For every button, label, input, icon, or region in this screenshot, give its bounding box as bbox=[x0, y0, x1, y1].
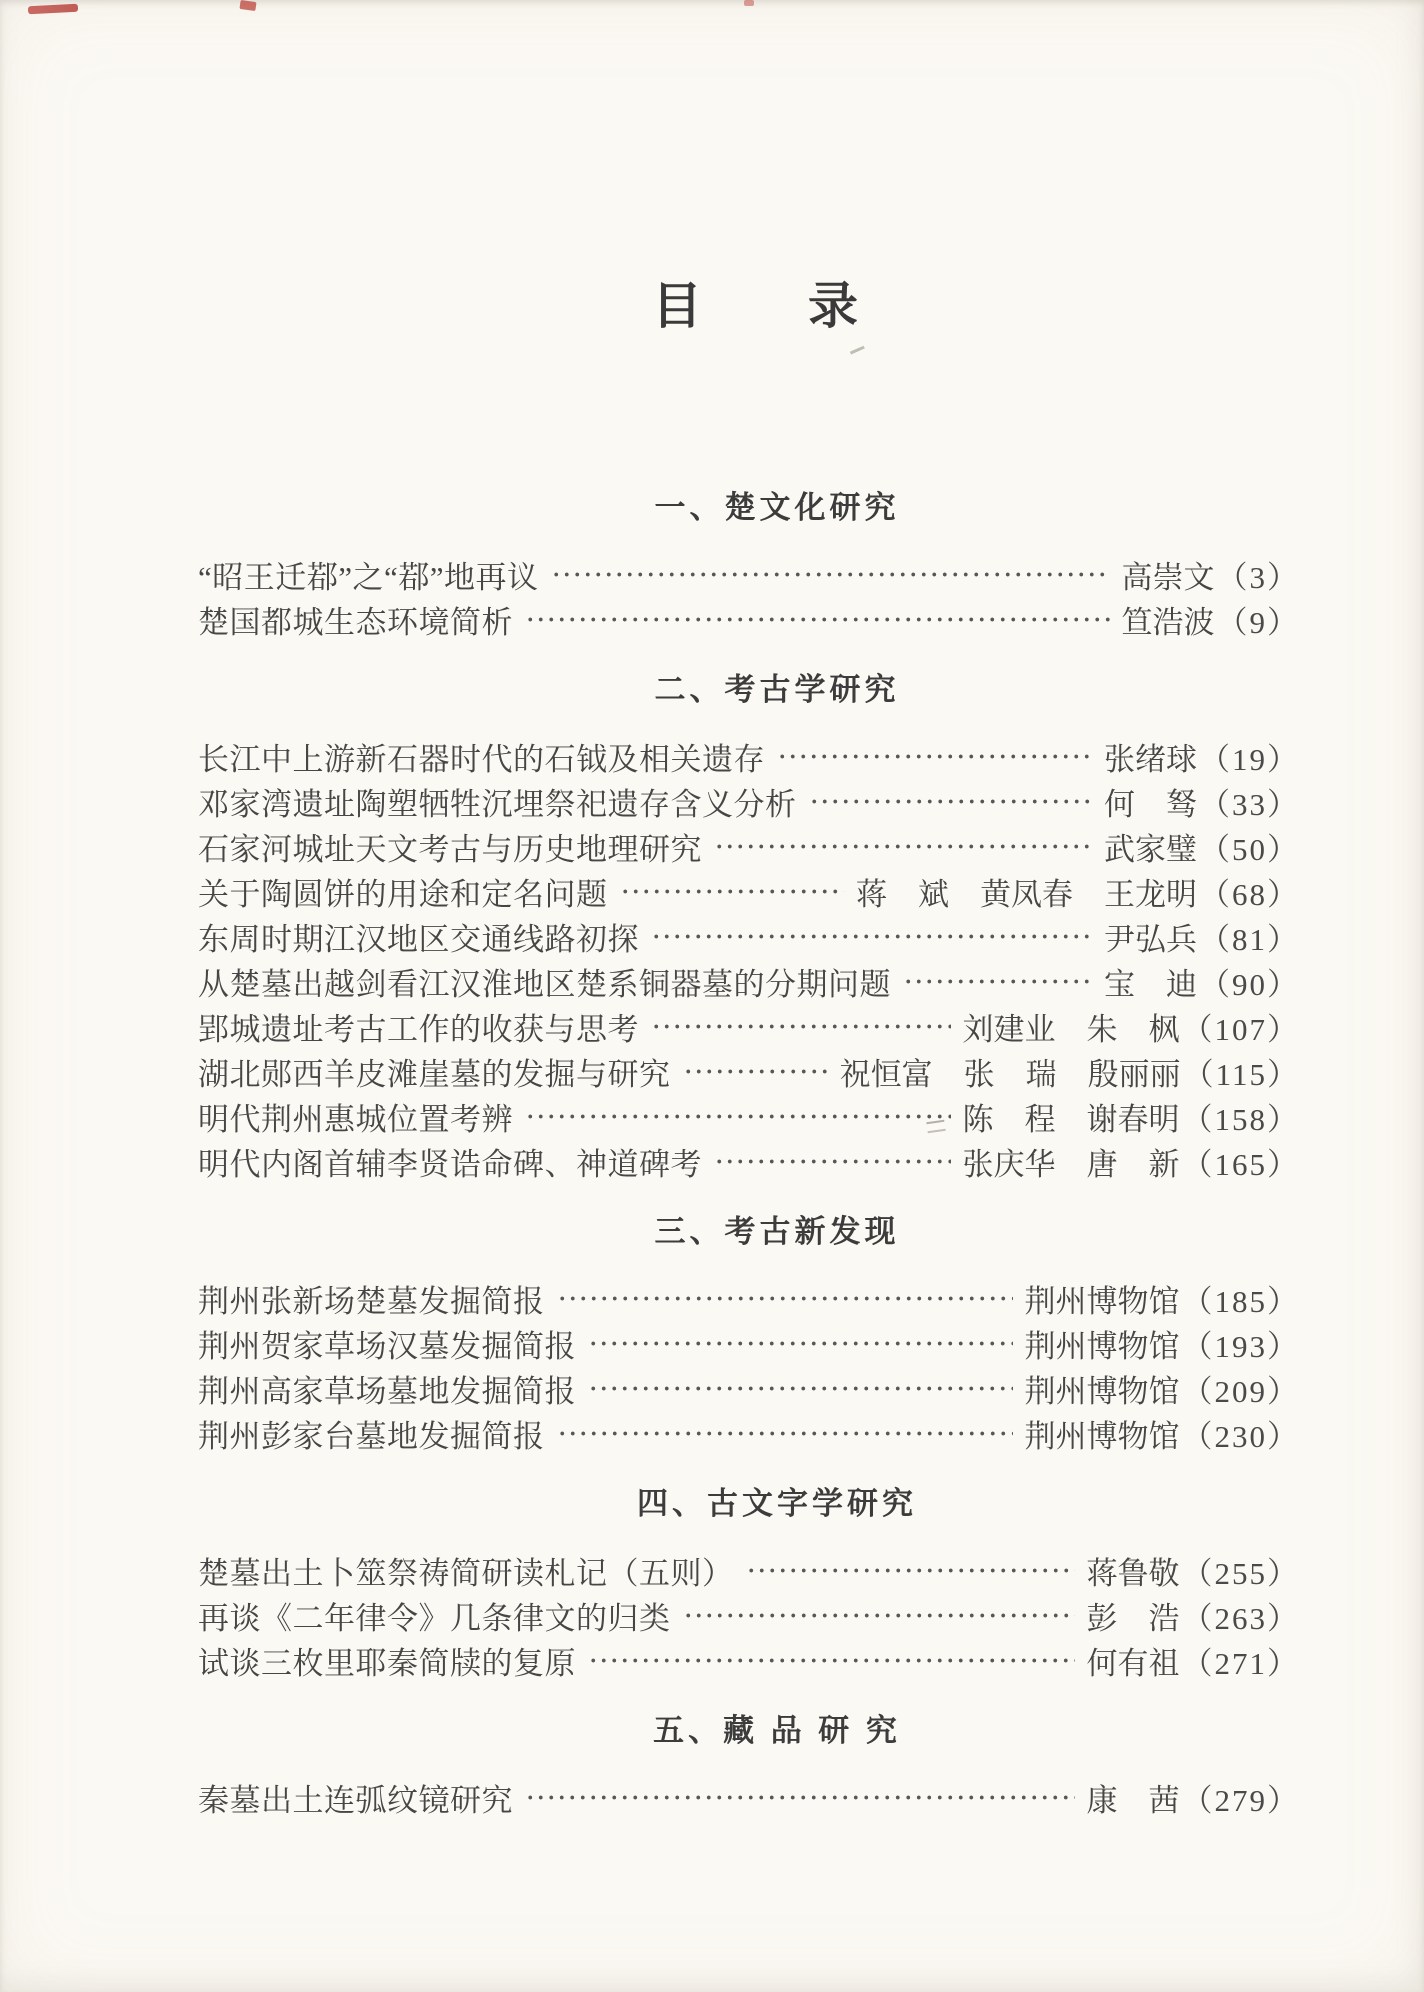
dot-leader bbox=[620, 869, 845, 914]
scan-artifact bbox=[239, 0, 256, 11]
scan-artifact bbox=[744, 0, 754, 6]
toc-entry bbox=[198, 824, 1300, 869]
dot-leader bbox=[551, 552, 1110, 597]
dot-leader bbox=[714, 1139, 951, 1184]
entry-page-number: （19） bbox=[1199, 742, 1300, 777]
entry-title: 从楚墓出越剑看江汉淮地区楚系铜器墓的分期问题 bbox=[198, 967, 891, 1002]
dot-leader bbox=[588, 1638, 1075, 1683]
toc-content bbox=[198, 278, 1300, 1820]
section-heading: 二、考古学研究 bbox=[654, 672, 900, 707]
section-archaeology-research bbox=[198, 668, 1300, 1184]
entry-page-number: （158） bbox=[1181, 1102, 1300, 1137]
entry-title: 荆州彭家台墓地发掘简报 bbox=[198, 1419, 545, 1454]
entry-authors: 何有祖 bbox=[1086, 1646, 1180, 1681]
toc-entry bbox=[198, 1548, 1300, 1593]
entry-title: 明代荆州惠城位置考辨 bbox=[198, 1102, 513, 1137]
entry-authors: 陈 程 谢春明 bbox=[962, 1102, 1180, 1137]
entry-title: 郢城遗址考古工作的收获与思考 bbox=[198, 1012, 639, 1047]
section-entries bbox=[198, 552, 1300, 642]
dot-leader bbox=[777, 734, 1092, 779]
dot-leader bbox=[525, 1094, 951, 1139]
entry-authors: 荆州博物馆 bbox=[1024, 1419, 1180, 1454]
entry-authors: 张庆华 唐 新 bbox=[962, 1147, 1180, 1182]
section-heading: 四、古文字学研究 bbox=[637, 1486, 917, 1521]
entry-authors: 高崇文 bbox=[1121, 560, 1215, 595]
entry-title: 荆州张新场楚墓发掘简报 bbox=[198, 1284, 545, 1319]
entry-page-number: （230） bbox=[1181, 1419, 1300, 1454]
dot-leader bbox=[557, 1411, 1013, 1456]
entry-page-number: （81） bbox=[1199, 922, 1300, 957]
entry-authors: 祝恒富 张 瑞 殷丽丽 bbox=[839, 1057, 1181, 1092]
toc-entry bbox=[198, 1139, 1300, 1184]
dot-leader bbox=[525, 1775, 1075, 1820]
entry-title: 试谈三枚里耶秦简牍的复原 bbox=[198, 1646, 576, 1681]
entry-page-number: （279） bbox=[1181, 1783, 1300, 1818]
entry-title: 长江中上游新石器时代的石钺及相关遗存 bbox=[198, 742, 765, 777]
section-heading: 一、楚文化研究 bbox=[654, 490, 900, 525]
toc-entry bbox=[198, 1004, 1300, 1049]
toc-entry bbox=[198, 552, 1300, 597]
entry-title: 明代内阁首辅李贤诰命碑、神道碑考 bbox=[198, 1147, 702, 1182]
entry-authors: 蒋 斌 黄凤春 王龙明 bbox=[856, 877, 1197, 912]
entry-authors: 武家璧 bbox=[1104, 832, 1197, 867]
entry-page-number: （263） bbox=[1181, 1601, 1300, 1636]
section-entries bbox=[198, 1548, 1300, 1683]
entry-page-number: （271） bbox=[1181, 1646, 1300, 1681]
entry-authors: 彭 浩 bbox=[1086, 1601, 1180, 1636]
toc-entry bbox=[198, 1049, 1300, 1094]
entry-authors: 宝 迪 bbox=[1104, 967, 1197, 1002]
entry-title: 东周时期江汉地区交通线路初探 bbox=[198, 922, 639, 957]
toc-entry bbox=[198, 1411, 1300, 1456]
toc-entry bbox=[198, 1593, 1300, 1638]
dot-leader bbox=[651, 1004, 951, 1049]
entry-page-number: （107） bbox=[1181, 1012, 1300, 1047]
toc-entry bbox=[198, 914, 1300, 959]
entry-page-number: （50） bbox=[1199, 832, 1300, 867]
scan-artifact bbox=[28, 4, 78, 15]
entry-authors: 荆州博物馆 bbox=[1024, 1374, 1180, 1409]
dot-leader bbox=[588, 1321, 1013, 1366]
entry-page-number: （68） bbox=[1199, 877, 1300, 912]
entry-authors: 康 茜 bbox=[1086, 1783, 1180, 1818]
toc-entry bbox=[198, 869, 1300, 914]
toc-entry bbox=[198, 734, 1300, 779]
entry-authors: 何 驽 bbox=[1104, 787, 1197, 822]
section-chu-culture-research bbox=[198, 486, 1300, 642]
toc-entry bbox=[198, 1638, 1300, 1683]
entry-title: 湖北郧西羊皮滩崖墓的发掘与研究 bbox=[198, 1057, 671, 1092]
section-collection-research bbox=[198, 1709, 1300, 1820]
entry-authors: 荆州博物馆 bbox=[1024, 1329, 1180, 1364]
entry-page-number: （193） bbox=[1181, 1329, 1300, 1364]
section-entries bbox=[198, 1276, 1300, 1456]
dot-leader bbox=[557, 1276, 1013, 1321]
dot-leader bbox=[809, 779, 1093, 824]
dot-leader bbox=[683, 1593, 1075, 1638]
entry-page-number: （165） bbox=[1181, 1147, 1300, 1182]
entry-authors: 张绪球 bbox=[1104, 742, 1197, 777]
toc-entry bbox=[198, 1366, 1300, 1411]
dot-leader bbox=[588, 1366, 1013, 1411]
toc-entry bbox=[198, 959, 1300, 1004]
section-entries bbox=[198, 1775, 1300, 1820]
toc-entry bbox=[198, 1276, 1300, 1321]
entry-page-number: （90） bbox=[1199, 967, 1300, 1002]
entry-title: 再谈《二年律令》几条律文的归类 bbox=[198, 1601, 671, 1636]
entry-authors: 蒋鲁敬 bbox=[1086, 1556, 1180, 1591]
entry-title: 石家河城址天文考古与历史地理研究 bbox=[198, 832, 702, 867]
entry-page-number: （3） bbox=[1216, 560, 1300, 595]
toc-entry bbox=[198, 1775, 1300, 1820]
dot-leader bbox=[683, 1049, 828, 1094]
entry-title: 荆州高家草场墓地发掘简报 bbox=[198, 1374, 576, 1409]
entry-page-number: （115） bbox=[1182, 1057, 1300, 1092]
entry-page-number: （185） bbox=[1181, 1284, 1300, 1319]
entry-page-number: （209） bbox=[1181, 1374, 1300, 1409]
entry-authors: 刘建业 朱 枫 bbox=[962, 1012, 1180, 1047]
entry-title: 关于陶圆饼的用途和定名问题 bbox=[198, 877, 608, 912]
entry-page-number: （9） bbox=[1216, 605, 1300, 640]
entry-title: 荆州贺家草场汉墓发掘简报 bbox=[198, 1329, 576, 1364]
entry-title: “昭王迁鄀”之“鄀”地再议 bbox=[198, 560, 539, 595]
section-paleography-research bbox=[198, 1482, 1300, 1683]
entry-page-number: （255） bbox=[1181, 1556, 1300, 1591]
entry-title: 楚墓出土卜筮祭祷简研读札记（五则） bbox=[198, 1556, 734, 1591]
dot-leader bbox=[714, 824, 1092, 869]
toc-entry bbox=[198, 1094, 1300, 1139]
section-heading: 三、考古新发现 bbox=[654, 1214, 900, 1249]
dot-leader bbox=[525, 597, 1110, 642]
section-entries bbox=[198, 734, 1300, 1184]
dot-leader bbox=[903, 959, 1092, 1004]
dot-leader bbox=[651, 914, 1092, 959]
toc-entry bbox=[198, 1321, 1300, 1366]
entry-authors: 荆州博物馆 bbox=[1024, 1284, 1180, 1319]
entry-title: 邓家湾遗址陶塑牺牲沉埋祭祀遗存含义分析 bbox=[198, 787, 797, 822]
page-title: 目 录 bbox=[652, 278, 860, 334]
toc-entry bbox=[198, 779, 1300, 824]
entry-authors: 笪浩波 bbox=[1121, 605, 1215, 640]
toc-entry bbox=[198, 597, 1300, 642]
dot-leader bbox=[746, 1548, 1075, 1593]
section-heading: 五、藏 品 研 究 bbox=[653, 1713, 901, 1748]
entry-page-number: （33） bbox=[1199, 787, 1300, 822]
entry-authors: 尹弘兵 bbox=[1104, 922, 1197, 957]
entry-title: 楚国都城生态环境简析 bbox=[198, 605, 513, 640]
section-new-archaeological-discoveries bbox=[198, 1210, 1300, 1456]
entry-title: 秦墓出土连弧纹镜研究 bbox=[198, 1783, 513, 1818]
